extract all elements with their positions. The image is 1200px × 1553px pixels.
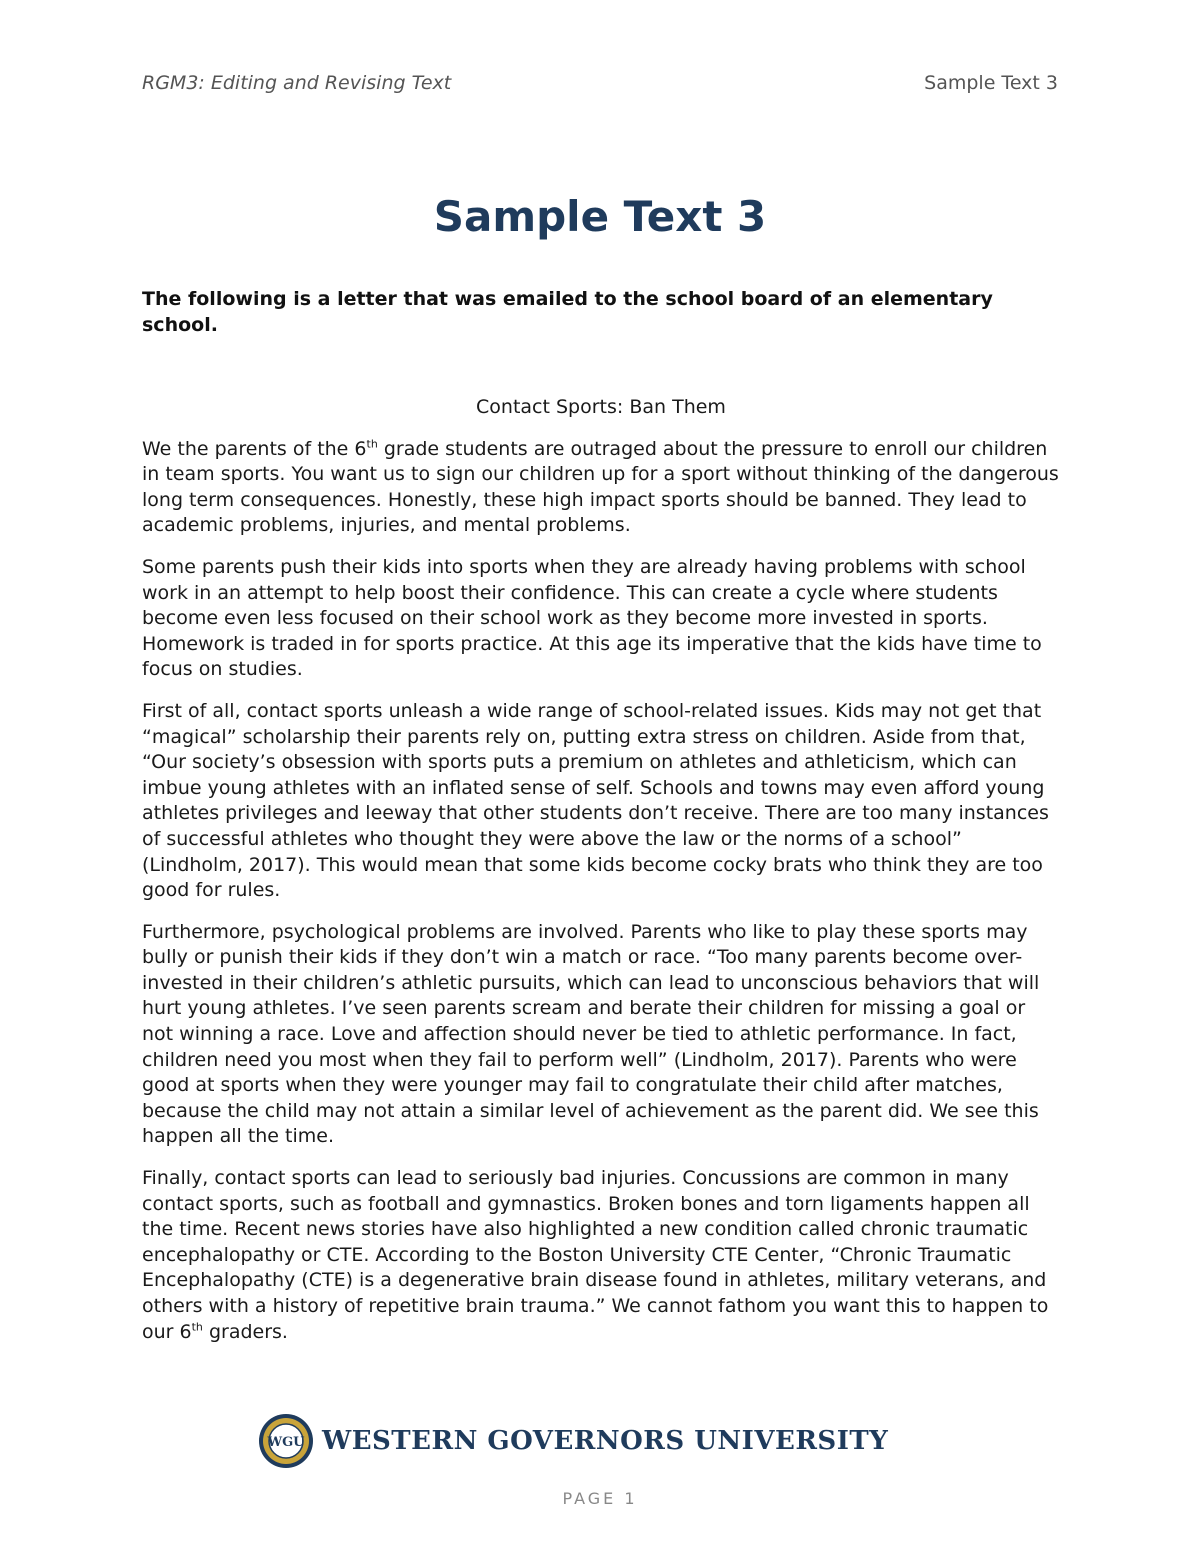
header-document-title: Sample Text 3 [924,72,1058,94]
ordinal-suffix: th [366,437,378,451]
paragraph-text: grade students are outraged about the pressure to enroll our children in team sports. You want us to sign our children up for a sport without thinking of the dangerous long term consequences. Honestly, these high impact sports should be banned. They lead to academic problems, injuries, and mental problems. [142,437,1059,537]
university-wordmark: WESTERN GOVERNORS UNIVERSITY [322,1426,889,1456]
paragraph-text: graders. [202,1320,288,1343]
page-number: PAGE 1 [562,1489,638,1508]
university-seal-icon [258,1413,314,1469]
letter-title: Contact Sports: Ban Them [476,396,726,418]
paragraph-text: Finally, contact sports can lead to seriously bad injuries. Concussions are common in many contact sports, such as football and gymnastics. Broken bones and torn ligaments happen all the time. Recent news stories have also highlighted a new condition called chronic traumatic encephalopathy or CTE. According to the Boston University CTE Center, “Chronic Traumatic Encephalopathy (CTE) is a degenerative brain disease found in athletes, military veterans, and others with a history of repetitive brain trauma.” We cannot fathom you want this to happen to our 6 [142,1167,1049,1343]
intro-text: The following is a letter that was emailed to the school board of an elementary school. [142,288,993,336]
header-course-title: RGM3: Editing and Revising Text [142,72,452,94]
university-logo [258,1410,918,1472]
seal-text: WGU [267,1435,305,1450]
letter-paragraph-1 [142,437,1060,539]
page-title: Sample Text 3 [433,192,767,241]
paragraph-text: We the parents of the 6 [142,437,367,460]
letter-paragraph-4: Furthermore, psychological problems are involved. Parents who like to play these sports may bully or punish their kids if they don’t win a match or race. “Too many parents become over-invested in their children’s athletic pursuits, which can lead to unconscious behaviors that will hurt young athletes. I’ve seen parents scream and berate their children for missing a goal or not winning a race. Love and affection should never be tied to athletic performance. In fact, children need you most when they fail to perform well” (Lindholm, 2017). Parents who were good at sports when they were younger may fail to congratulate their child after matches, because the child may not attain a similar level of achievement as the parent did. We see this happen all the time. [142,920,1040,1148]
ordinal-suffix: th [191,1320,203,1334]
letter-paragraph-5 [142,1166,1060,1345]
letter-paragraph-2: Some parents push their kids into sports when they are already having problems with school work in an attempt to help boost their confidence. This can create a cycle where students become even less focused on their school work as they become more invested in sports. Homework is traded in for sports practice. At this age its imperative that the kids have time to focus on studies. [142,555,1042,681]
letter-paragraph-3: First of all, contact sports unleash a wide range of school-related issues. Kids may not get that “magical” scholarship their parents rely on, putting extra stress on children. Aside from that, “Our society’s obsession with sports puts a premium on athletes and athleticism, which can imbue young athletes with an inflated sense of self. Schools and towns may even afford young athletes privileges and leeway that other students don’t receive. There are too many instances of successful athletes who thought they were above the law or the norms of a school” (Lindholm, 2017). This would mean that some kids become cocky brats who think they are too good for rules. [142,699,1049,902]
letter-body [142,395,1060,1361]
